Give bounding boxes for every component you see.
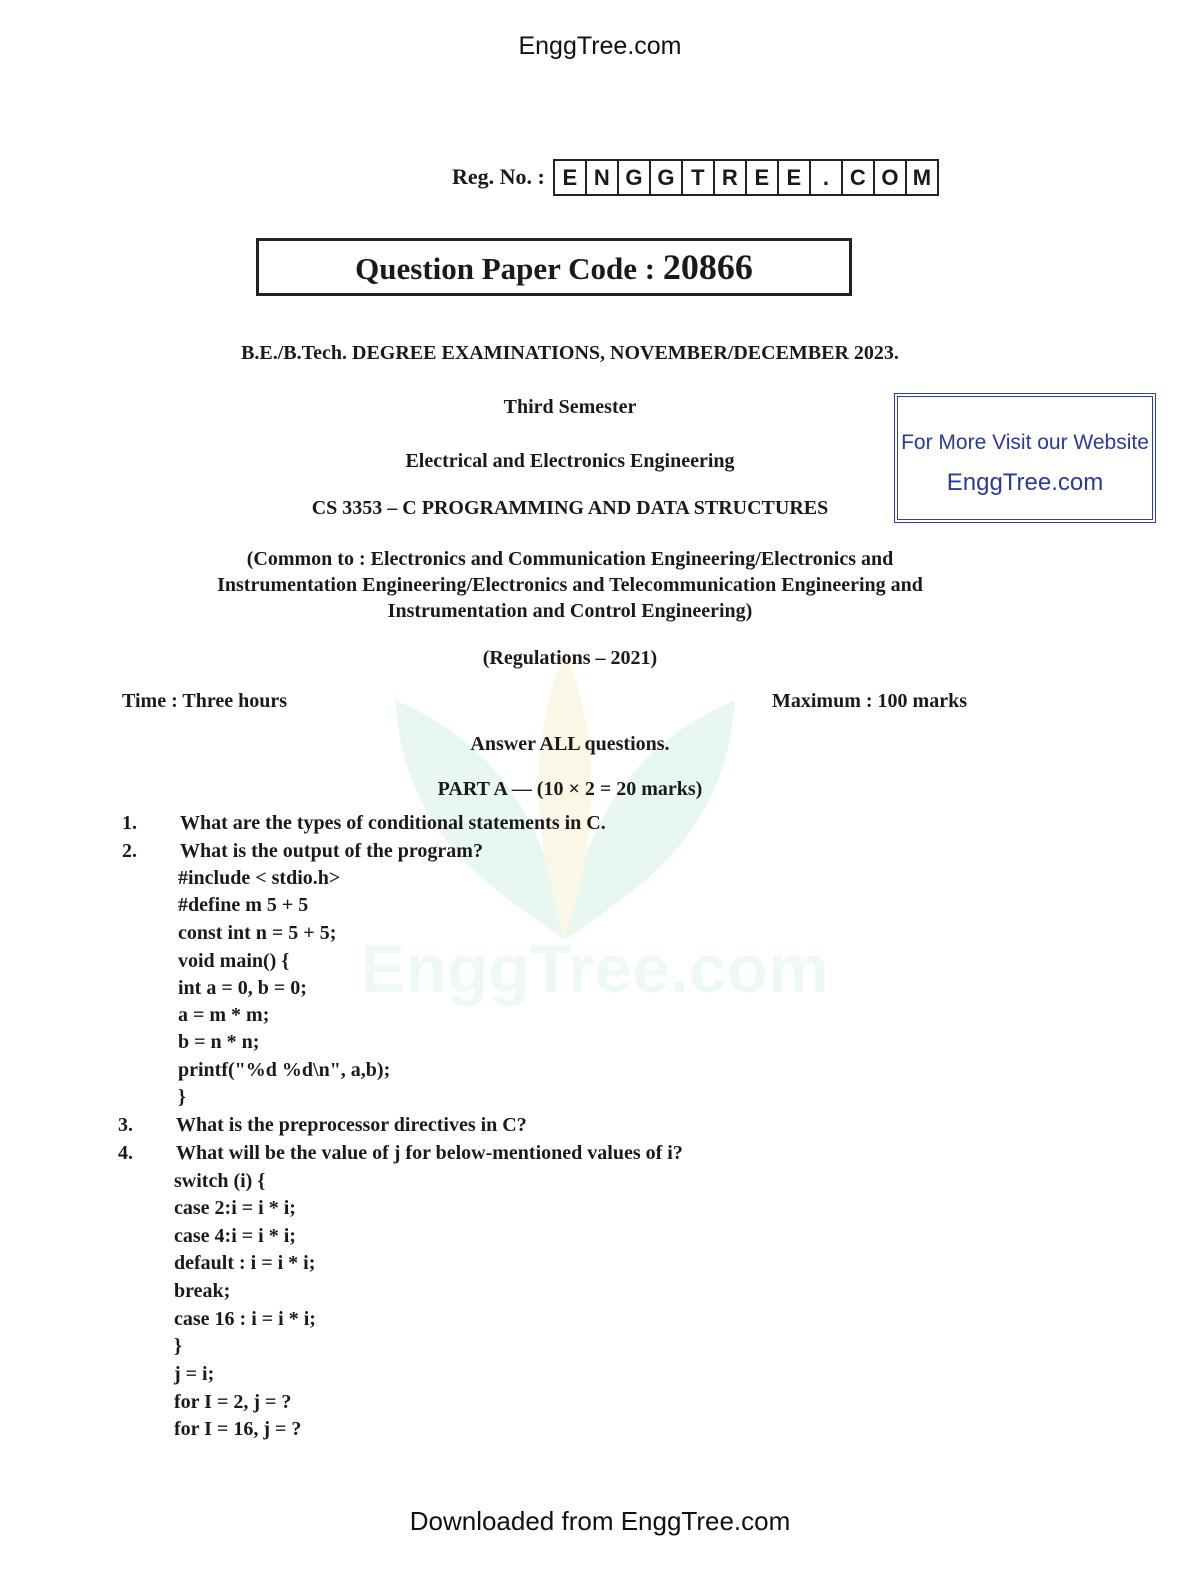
- code-line: case 2:i = i * i;: [174, 1197, 296, 1219]
- reg-no-char: E: [779, 161, 811, 194]
- watermark-text: EnggTree.com: [360, 931, 829, 1007]
- code-line: }: [174, 1335, 182, 1357]
- code-line: b = n * n;: [178, 1031, 260, 1053]
- reg-no-char: R: [715, 161, 747, 194]
- code-line: break;: [174, 1280, 231, 1302]
- question-number: 2.: [122, 840, 137, 862]
- reg-no-char: T: [683, 161, 715, 194]
- semester: Third Semester: [503, 396, 637, 418]
- department: Electrical and Electronics Engineering: [405, 450, 735, 472]
- regulations: (Regulations – 2021): [482, 647, 658, 669]
- code-line: void main() {: [178, 950, 290, 972]
- code-line: for I = 16, j = ?: [174, 1418, 302, 1440]
- reg-no-char: G: [651, 161, 683, 194]
- question-text: What will be the value of j for below-mentioned values of i?: [176, 1142, 683, 1164]
- code-line: printf("%d %d\n", a,b);: [178, 1059, 391, 1081]
- maximum-marks: Maximum : 100 marks: [772, 690, 967, 712]
- code-line: #define m 5 + 5: [178, 894, 309, 916]
- code-line: int a = 0, b = 0;: [178, 977, 307, 999]
- code-line: case 4:i = i * i;: [174, 1225, 296, 1247]
- code-line: default : i = i * i;: [174, 1252, 316, 1274]
- site-header: EnggTree.com: [518, 32, 682, 60]
- code-line: j = i;: [174, 1363, 215, 1385]
- site-footer: Downloaded from EnggTree.com: [409, 1506, 791, 1536]
- code-line: case 16 : i = i * i;: [174, 1308, 316, 1330]
- instruction: Answer ALL questions.: [470, 733, 670, 755]
- reg-no-char: E: [747, 161, 779, 194]
- code-line: switch (i) {: [174, 1170, 266, 1192]
- code-line: a = m * m;: [178, 1004, 270, 1026]
- reg-no-char: G: [619, 161, 651, 194]
- reg-no: [452, 158, 939, 196]
- reg-no-label: Reg. No. :: [452, 164, 545, 189]
- code-line: for I = 2, j = ?: [174, 1391, 292, 1413]
- common-to-line: Instrumentation and Control Engineering): [387, 600, 753, 622]
- course-title: CS 3353 – C PROGRAMMING AND DATA STRUCTURES: [311, 497, 829, 519]
- question-text: What is the preprocessor directives in C?: [176, 1114, 527, 1136]
- code-line: }: [178, 1086, 186, 1108]
- code-line: const int n = 5 + 5;: [178, 922, 337, 944]
- promo-box[interactable]: [894, 393, 1156, 523]
- reg-no-char: M: [912, 164, 932, 190]
- reg-no-boxes: [553, 159, 939, 196]
- promo-link[interactable]: EnggTree.com: [946, 469, 1104, 496]
- question-number: 4.: [118, 1142, 133, 1164]
- question-text: What is the output of the program?: [180, 840, 483, 862]
- enggtree-logo-watermark-icon: [375, 640, 755, 970]
- common-to-line: (Common to : Electronics and Communication Engineering/Electronics and: [246, 548, 894, 570]
- question-paper-code: [256, 238, 852, 296]
- time: Time : Three hours: [122, 690, 288, 712]
- code-line: #include < stdio.h>: [178, 867, 341, 889]
- reg-no-char: O: [875, 161, 907, 194]
- question-number: 1.: [122, 812, 137, 834]
- question-number: 3.: [118, 1114, 133, 1136]
- promo-line-1: For More Visit our Website: [901, 431, 1149, 454]
- exam-title: B.E./B.Tech. DEGREE EXAMINATIONS, NOVEMBER/DECEMBER 2023.: [241, 342, 899, 364]
- reg-no-char: N: [587, 161, 619, 194]
- part-heading: PART A — (10 × 2 = 20 marks): [437, 778, 703, 800]
- common-to-line: Instrumentation Engineering/Electronics and Telecommunication Engineering and: [217, 574, 923, 596]
- common-to: [110, 546, 1030, 624]
- reg-no-char: E: [555, 161, 587, 194]
- qpc-code: 20866: [662, 247, 753, 287]
- qpc-label: Question Paper Code :: [355, 251, 663, 286]
- question-text: What are the types of conditional statements in C.: [180, 812, 606, 834]
- reg-no-char: C: [843, 161, 875, 194]
- reg-no-char: .: [811, 161, 843, 194]
